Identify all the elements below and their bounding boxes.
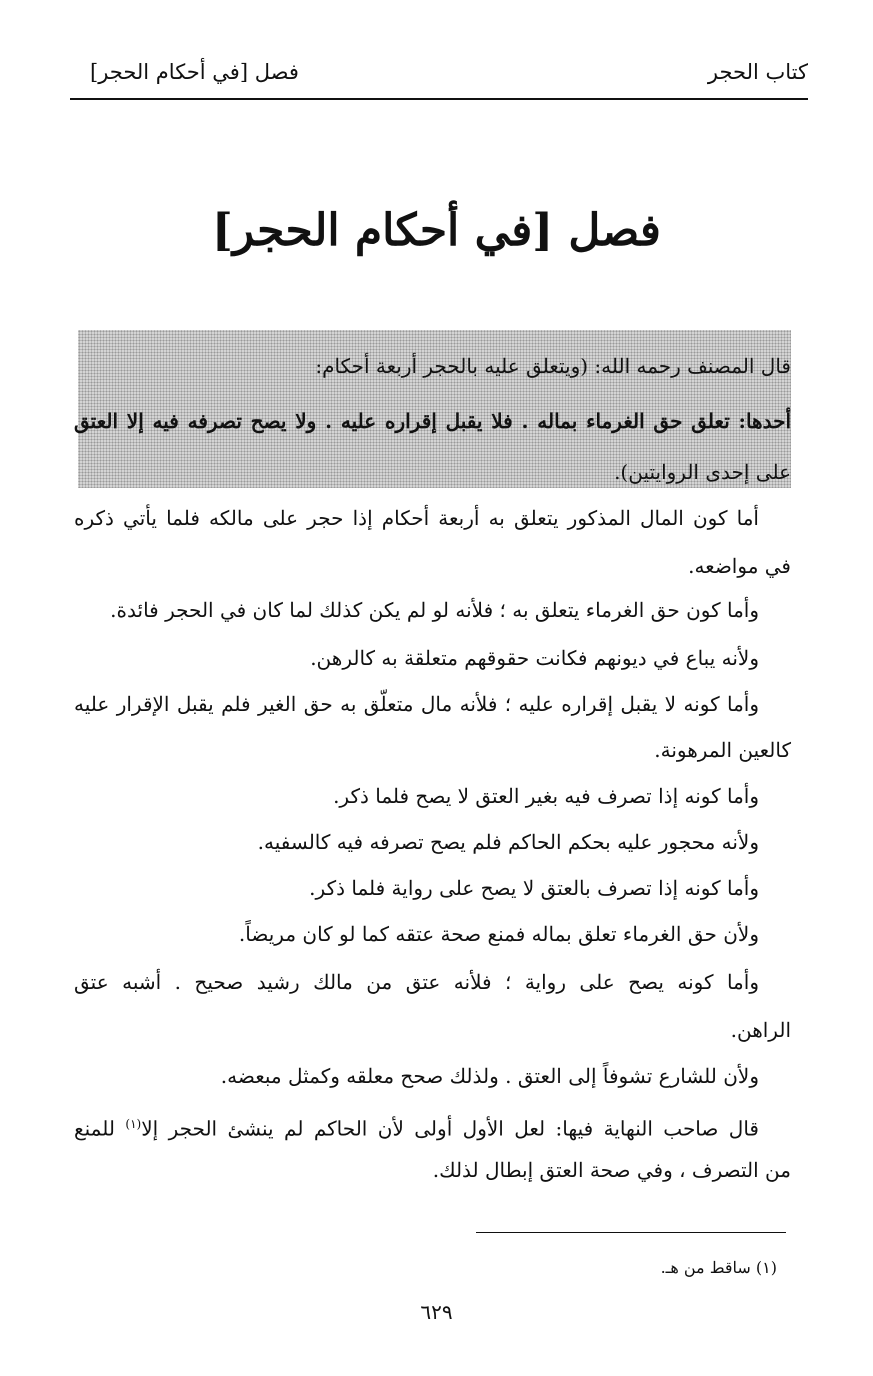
paragraph-line: وأما كونه إذا تصرف فيه بغير العتق لا يصح فلما ذكر. — [333, 784, 759, 808]
footnote-marker: (١) — [125, 1117, 142, 1131]
paragraph-line: ولأنه يباع في ديونهم فكانت حقوقهم متعلقة به كالرهن. — [310, 646, 759, 670]
paragraph-line: وأما كونه إذا تصرف بالعتق لا يصح على رواية فلما ذكر. — [309, 876, 759, 900]
paragraph-text: قال صاحب النهاية فيها: لعل الأول أولى لأن الحاكم لم ينشئ الحجر إلا — [141, 1116, 759, 1141]
paragraph-text: للمنع — [74, 1116, 126, 1141]
paragraph-line-with-note — [74, 1110, 759, 1143]
paragraph-line: أما كون المال المذكور يتعلق به أربعة أحكام إذا حجر على مالكه فلما يأتي ذكره — [74, 506, 759, 530]
header-section-title: فصل [في أحكام الحجر] — [90, 60, 299, 84]
matn-line-2: أحدها: تعلق حق الغرماء بماله . فلا يقبل إقراره عليه . ولا يصح تصرفه فيه إلا العتق — [74, 409, 791, 433]
paragraph-line: الراهن. — [730, 1018, 791, 1042]
chapter-title: فصل [في أحكام الحجر] — [212, 205, 661, 256]
footnote-separator — [476, 1232, 786, 1233]
paragraph-line: كالعين المرهونة. — [654, 738, 791, 762]
paragraph-line: من التصرف ، وفي صحة العتق إبطال لذلك. — [432, 1158, 791, 1182]
header-book-title: كتاب الحجر — [707, 60, 808, 84]
paragraph-line: ولأنه محجور عليه بحكم الحاكم فلم يصح تصرفه فيه كالسفيه. — [257, 830, 759, 854]
matn-line-1: قال المصنف رحمه الله: (ويتعلق عليه بالحجر أربعة أحكام: — [315, 354, 791, 378]
paragraph-line: في مواضعه. — [688, 554, 791, 578]
paragraph-line: وأما كونه يصح على رواية ؛ فلأنه عتق من مالك رشيد صحيح . أشبه عتق — [74, 970, 759, 994]
matn-line-3: على إحدى الروايتين). — [614, 460, 791, 484]
paragraph-line: وأما كون حق الغرماء يتعلق به ؛ فلأنه لو لم يكن كذلك لما كان في الحجر فائدة. — [110, 598, 759, 622]
running-header — [70, 52, 808, 100]
paragraph-line: ولأن للشارع تشوفاً إلى العتق . ولذلك صحح معلقه وكمثل مبعضه. — [220, 1064, 759, 1088]
paragraph-line: وأما كونه لا يقبل إقراره عليه ؛ فلأنه مال متعلّق به حق الغير فلم يقبل الإقرار عليه — [74, 692, 759, 716]
page-number: ٦٢٩ — [420, 1300, 453, 1324]
footnote: (١) ساقط من هـ. — [660, 1258, 777, 1277]
paragraph-line: ولأن حق الغرماء تعلق بماله فمنع صحة عتقه كما لو كان مريضاً. — [238, 922, 759, 946]
